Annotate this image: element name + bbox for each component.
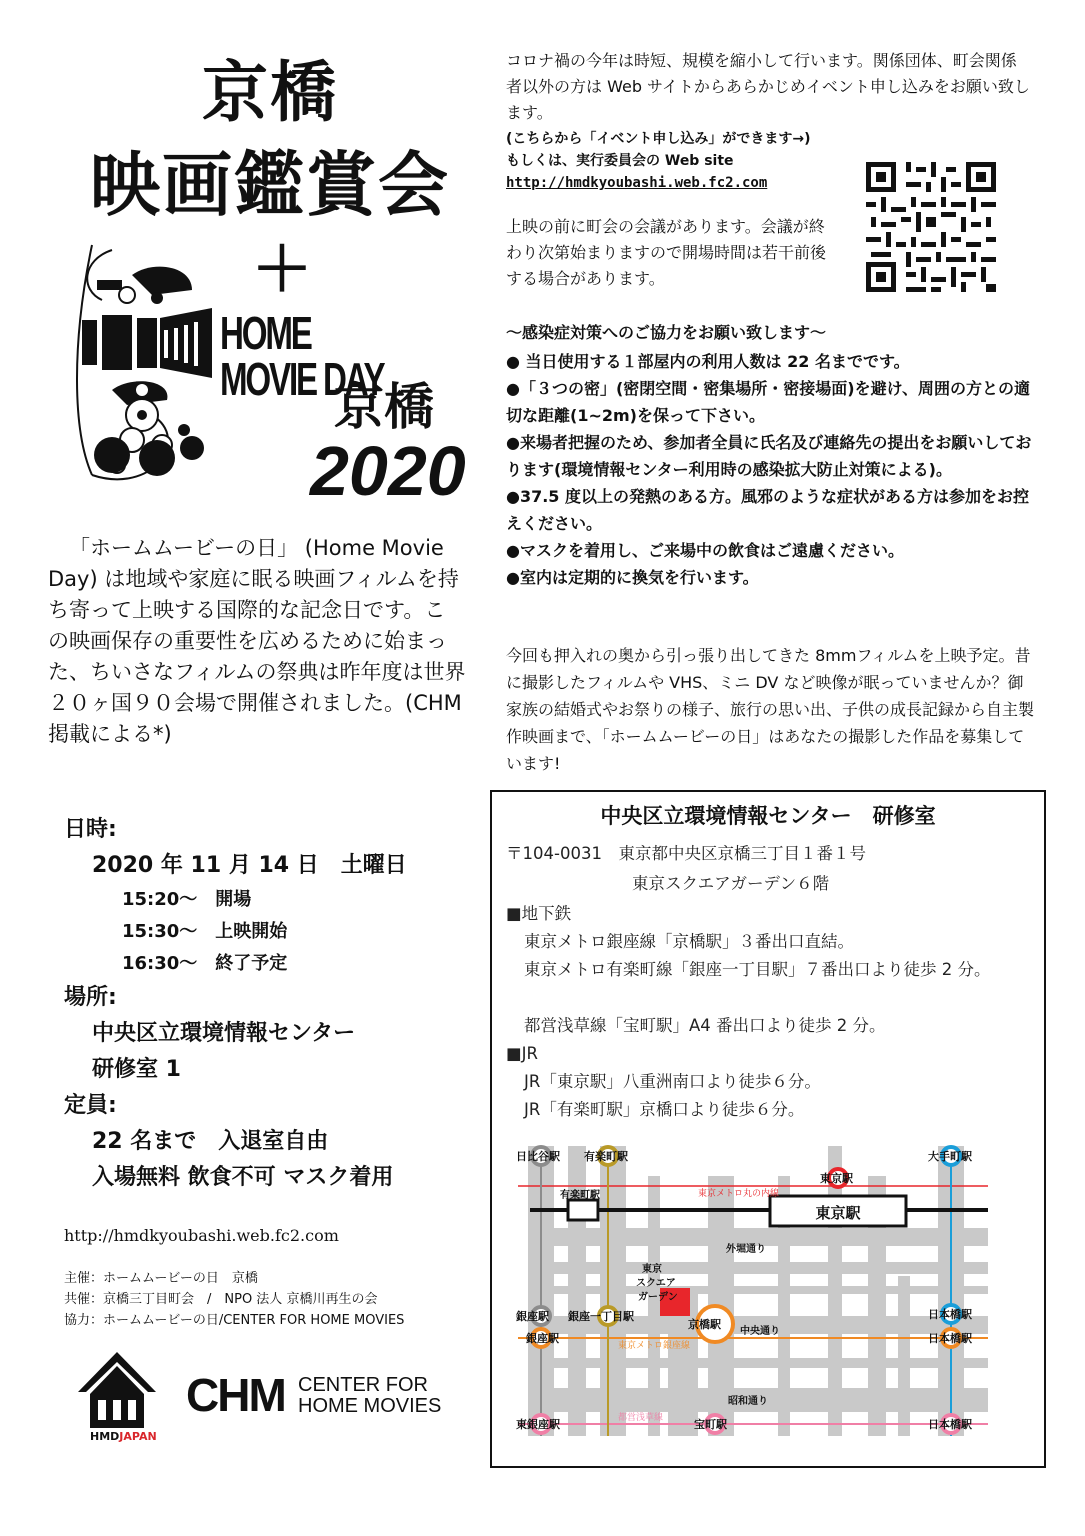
access-map <box>508 1136 998 1436</box>
address-line-1: 〒104-0031 東京都中央区京橋三丁目１番１号 <box>506 844 866 863</box>
date-label: 日時: <box>64 817 117 842</box>
time-end: 16:30～ 終了予定 <box>122 953 288 974</box>
footer-url[interactable]: http://hmdkyoubashi.web.fc2.com <box>64 1226 339 1245</box>
time-start: 15:30～ 上映開始 <box>122 921 288 942</box>
measure-item: ● 当日使用する１部屋内の利用人数は 22 名までです。 <box>506 352 910 371</box>
event-date: 2020 年 11 月 14 日 土曜日 <box>92 853 407 878</box>
jr-heading: ■JR <box>506 1044 538 1063</box>
jr-tokyo: JR「東京駅」八重洲南口より徒歩６分。 <box>524 1072 821 1091</box>
hmd-japan-text: HMDJAPAN <box>90 1430 157 1443</box>
website-note: もしくは、実行委員会の Web site <box>506 153 734 169</box>
map-street-chuo: 中央通り <box>740 1326 780 1337</box>
call-for-films: 今回も押入れの奥から引っ張り出してきた 8mmフィルムを上映予定。昔に撮影したフィルムや VHS、ミニ DV など映像が眠っていませんか？御家族の結婚式やお祭りの様子、旅行の思い出、子供の成長記録から自主製作映画まで、「ホームムービーの日」はあなたの撮影した作品を募集しています! <box>506 646 1035 773</box>
map-venue-line-1: 東京 <box>642 1264 662 1275</box>
title-line-2: 映画鑑賞会 <box>90 144 450 226</box>
map-station-takaracho: 宝町駅 <box>694 1418 727 1431</box>
map-street-showa: 昭和通り <box>728 1396 768 1407</box>
intro-paragraph <box>48 533 466 750</box>
website-link[interactable]: http://hmdkyoubashi.web.fc2.com <box>506 175 768 191</box>
measure-item: ●マスクを着用し、ご来場中の飲食はご遠慮ください。 <box>506 541 904 560</box>
credit-cooperation: 協力：ホームムービーの日/CENTER FOR HOME MOVIES <box>64 1313 405 1328</box>
event-info <box>64 812 407 1196</box>
meeting-note: 上映の前に町会の会議があります。会議が終わり次第始まりますので開場時間は若干前後する場合があります。 <box>506 217 827 288</box>
credit-co-organizer: 共催：京橋三丁目町会 / NPO 法人 京橋川再生の会 <box>64 1292 378 1307</box>
title-line-1: 京橋 <box>202 54 338 131</box>
measure-item: ●来場者把握のため、参加者全員に氏名及び連絡先の提出をお願いしております(環境情報センター利用時の感染拡大防止対策による)。 <box>506 433 1032 479</box>
place-name: 中央区立環境情報センター <box>92 1021 356 1046</box>
map-svg <box>508 1136 998 1436</box>
map-station-ginza-left: 銀座駅 <box>516 1310 549 1323</box>
jr-yurakucho: JR「有楽町駅」京橋口より徒歩６分。 <box>524 1100 805 1119</box>
subway-asakusa: 都営浅草線「宝町駅」A4 番出口より徒歩 2 分。 <box>524 1016 886 1035</box>
map-station-kyobashi: 京橋駅 <box>688 1318 721 1331</box>
map-station-ginza: 銀座駅 <box>526 1332 559 1345</box>
measures-list <box>506 348 1036 591</box>
map-station-otemachi: 大手町駅 <box>928 1150 972 1163</box>
intro-text: 「ホームムービーの日」 (Home Movie Day) は地域や家庭に眠る映画フィルムを持ち寄って上映する国際的な記念日です。この映画保存の重要性を広めるために始まった、ちいさなフィルムの祭典は昨年度は世界２０ヶ国９０会場で開催されました。(CHM 掲載による*) <box>48 536 466 746</box>
map-station-nihonbashi-3: 日本橋駅 <box>928 1418 972 1431</box>
access-box <box>490 790 1046 1468</box>
hmd-japan-logo <box>76 1350 158 1446</box>
chm-logo: CHM <box>186 1369 285 1421</box>
chm-text: CENTER FOR HOME MOVIES <box>298 1374 442 1417</box>
map-line-asakusa: 都営浅草線 <box>618 1413 664 1423</box>
qr-code[interactable] <box>866 162 996 292</box>
map-street-sotobori: 外堀通り <box>726 1244 766 1255</box>
credits <box>64 1268 404 1331</box>
logo-home-movie-day: HOME MOVIE DAY <box>220 307 384 405</box>
map-station-tokyo-small: 東京駅 <box>820 1172 853 1185</box>
subway-ginza: 東京メトロ銀座線「京橋駅」３番出口直結。 <box>524 932 854 951</box>
measure-item: ●室内は定期的に換気を行います。 <box>506 568 759 587</box>
map-station-yurakucho-top: 有楽町駅 <box>584 1150 628 1163</box>
measures-heading: ～感染症対策へのご協力をお願い致します～ <box>506 323 827 342</box>
credit-organizer: 主催：ホームムービーの日 京橋 <box>64 1271 258 1286</box>
map-venue-line-2: スクエア <box>636 1278 676 1289</box>
access-title: 中央区立環境情報センター 研修室 <box>600 804 936 828</box>
logo-plus: ＋ <box>252 235 312 305</box>
map-station-yurakucho-jr: 有楽町駅 <box>560 1190 600 1201</box>
measure-item: ●37.5 度以上の発熱のある方。風邪のような症状がある方は参加をお控えください。 <box>506 487 1030 533</box>
map-station-nihonbashi-2: 日本橋駅 <box>928 1332 972 1345</box>
place-label: 場所: <box>64 985 117 1010</box>
map-station-ginza-yc: 銀座一丁目駅 <box>568 1310 634 1323</box>
map-station-nihonbashi-1: 日本橋駅 <box>928 1308 972 1321</box>
tokyo-station-label: 東京駅 <box>815 1204 861 1222</box>
logo-year: 2020 <box>310 432 466 510</box>
subway-yurakucho: 東京メトロ有楽町線「銀座一丁目駅」７番出口より徒歩 2 分。 <box>524 960 991 979</box>
qr-code-icon <box>866 162 996 292</box>
admission-text: 入場無料 飲食不可 マスク着用 <box>92 1165 394 1190</box>
home-movie-day-logo <box>72 235 472 510</box>
logo-kyobashi: 京橋 <box>334 378 434 436</box>
time-open: 15:20～ 開場 <box>122 889 252 910</box>
measure-item: ●「３つの密」(密閉空間・密集場所・密接場面)を避け、周囲の方との適切な距離(1~2m)を保って下さい。 <box>506 379 1030 425</box>
house-icon <box>76 1350 158 1430</box>
address-line-2: 東京スクエアガーデン６階 <box>632 874 830 893</box>
notice-paragraph: コロナ禍の今年は時短、規模を縮小して行います。関係団体、町会関係者以外の方は Web サイトからあらかじめイベント申し込みをお願い致します。 <box>506 51 1030 122</box>
qr-note: (こちらから「イベント申し込み」ができます→) <box>506 131 811 147</box>
capacity-label: 定員: <box>64 1093 117 1118</box>
map-line-marunouchi: 東京メトロ丸の内線 <box>698 1189 780 1199</box>
map-station-hibiya: 日比谷駅 <box>516 1150 560 1163</box>
map-venue-line-3: ガーデン <box>638 1292 678 1303</box>
map-line-ginza: 東京メトロ銀座線 <box>618 1341 691 1351</box>
place-room: 研修室 1 <box>92 1057 181 1082</box>
map-station-higashiginza: 東銀座駅 <box>516 1418 560 1431</box>
subway-heading: ■地下鉄 <box>506 904 572 923</box>
capacity-text: 22 名まで 入退室自由 <box>92 1129 329 1154</box>
